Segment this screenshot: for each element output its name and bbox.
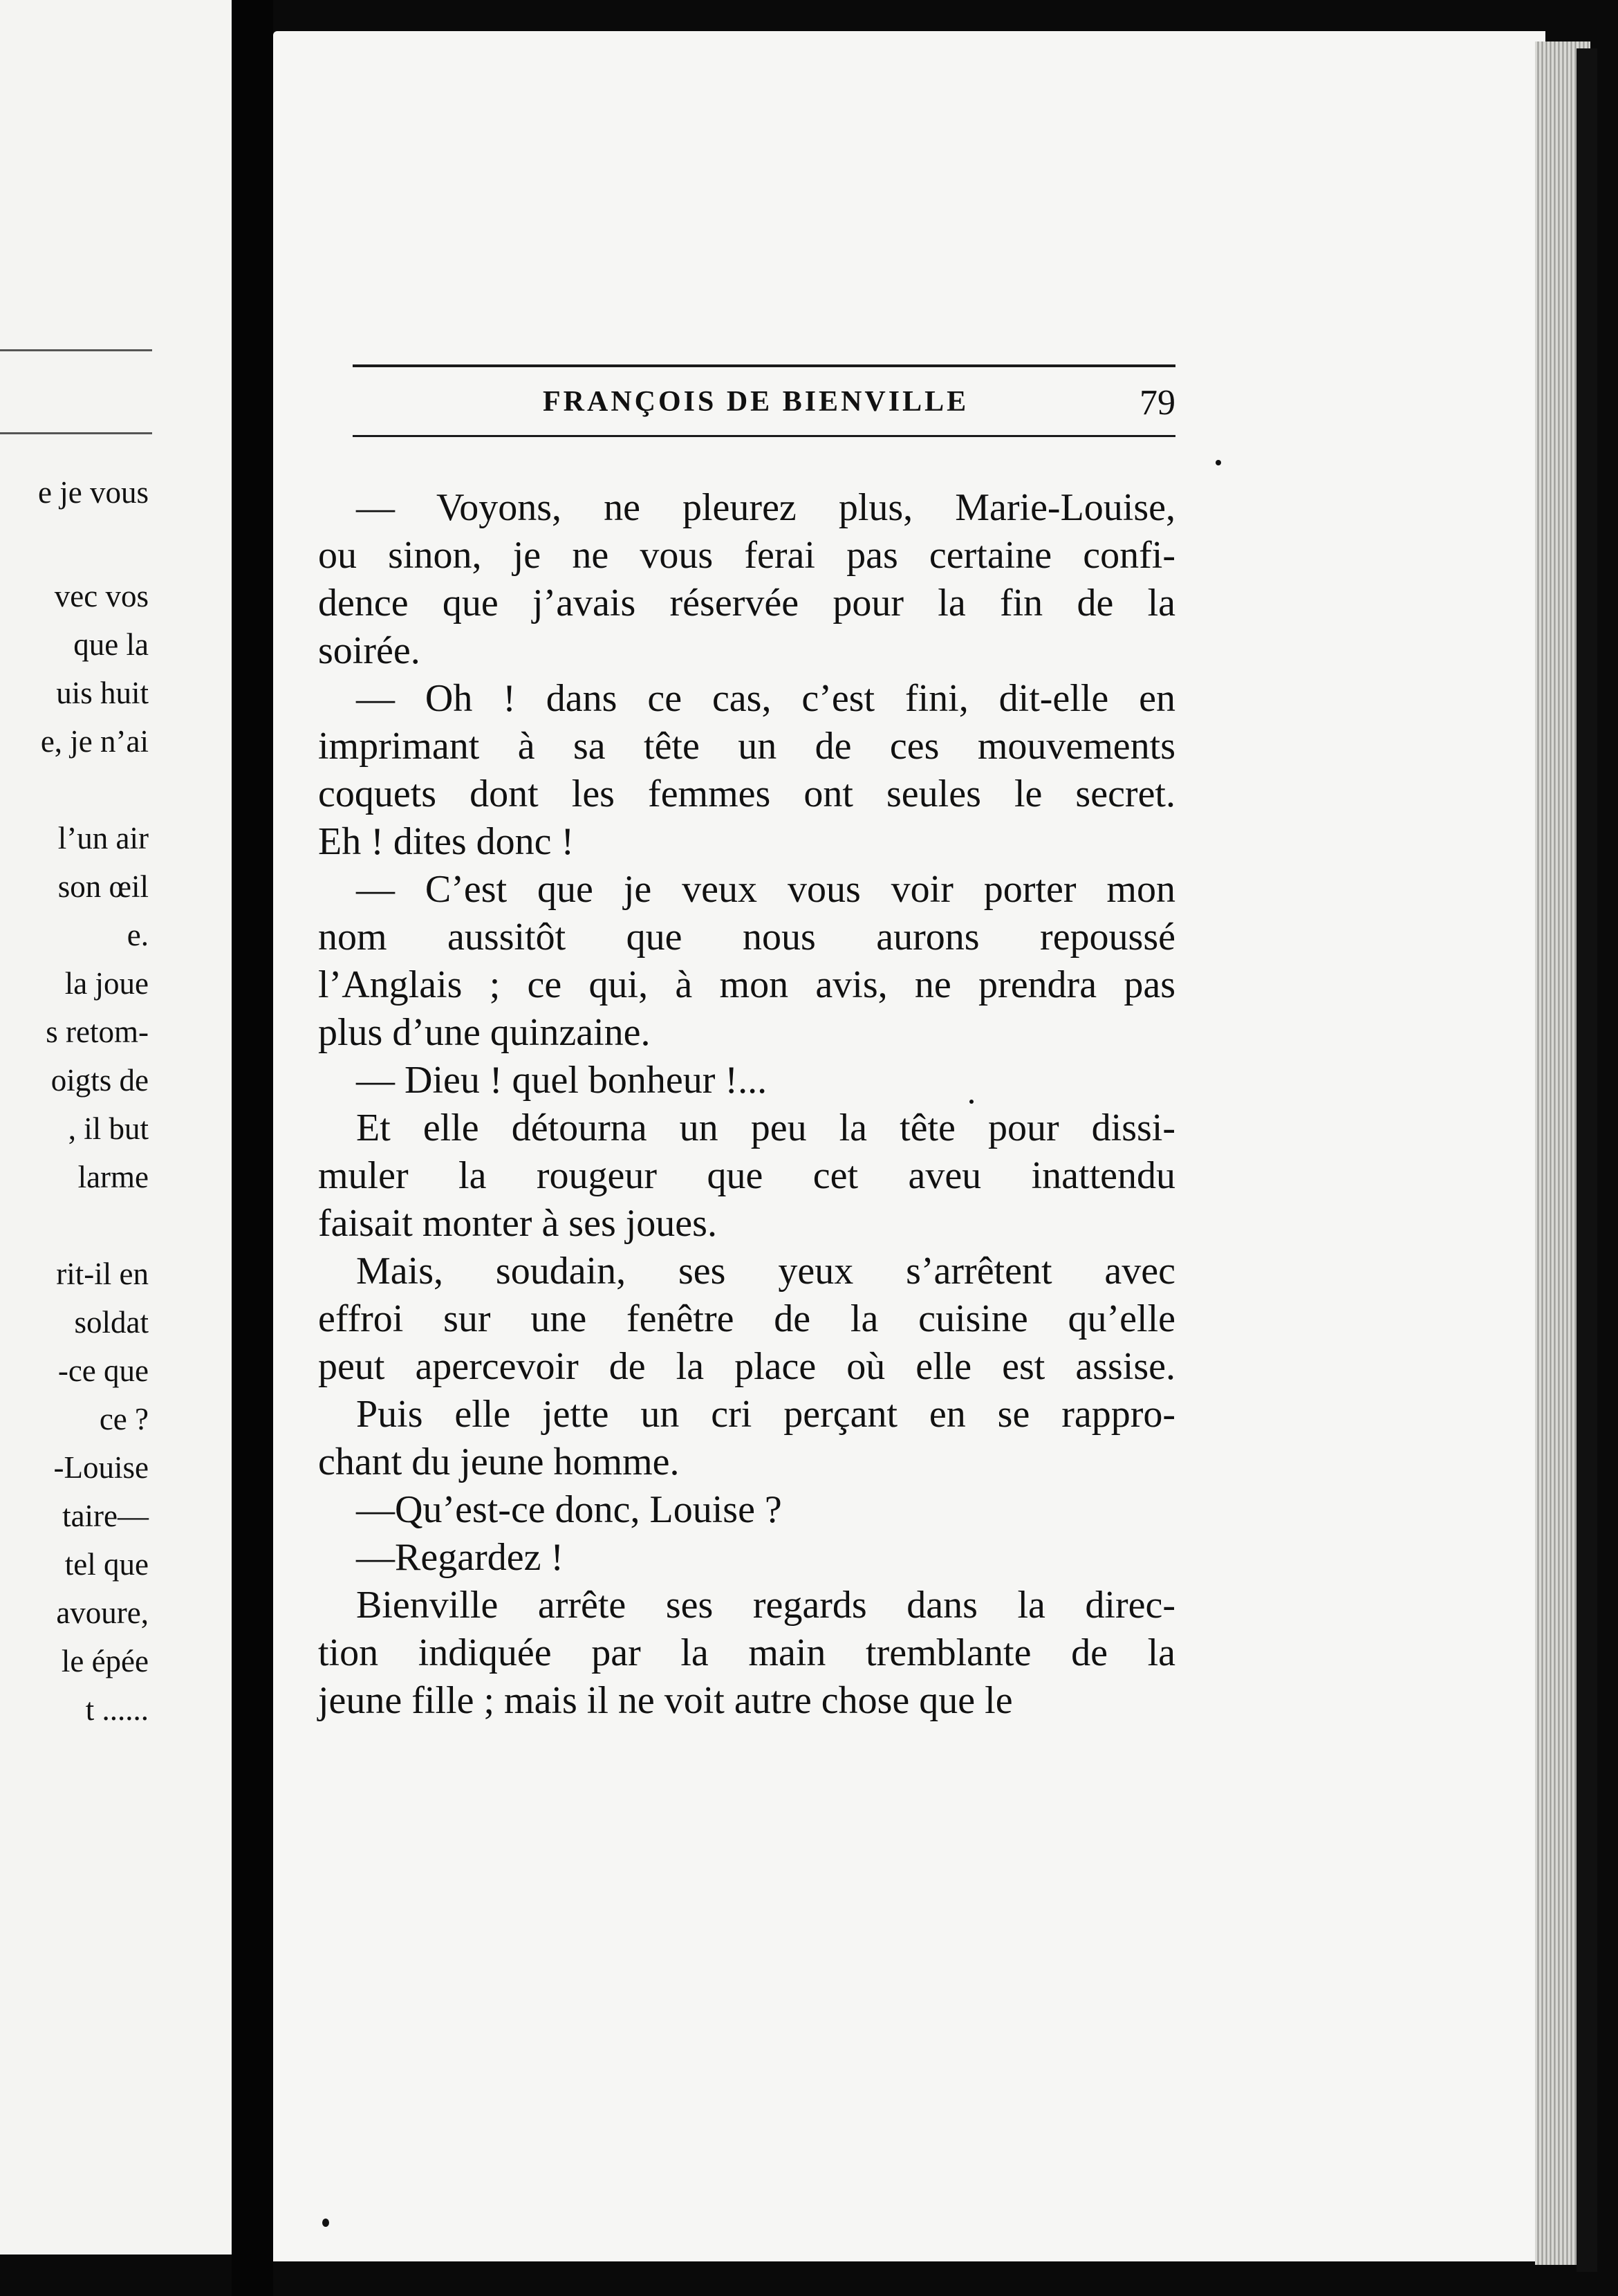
previous-page-line: vec vos [54,579,149,613]
previous-page-head-rule [0,432,152,434]
previous-page-line: e je vous [38,475,149,510]
previous-page-line: uis huit [56,676,149,710]
head-top-rule [353,364,1175,367]
previous-page-line: que la [73,627,149,662]
text-line: Bienville arrête ses regards dans la direc- [356,1584,1175,1627]
text-line: effroi sur une fenêtre de la cuisine qu’elle [318,1297,1175,1340]
text-line: Eh ! dites donc ! [318,820,575,863]
text-line: — Dieu ! quel bonheur !... [356,1059,768,1102]
running-head [353,364,1175,454]
previous-page-line: taire— [62,1499,149,1533]
body-text [318,484,1175,1725]
text-line: faisait monter à ses joues. [318,1202,717,1245]
previous-page-line: , il but [68,1111,149,1146]
ink-speck [969,1100,974,1104]
previous-page-line: la joue [64,966,149,1001]
text-line: tion indiquée par la main tremblante de la [318,1631,1175,1674]
text-line: —Regardez ! [356,1536,564,1579]
text-line: jeune fille ; mais il ne voit autre chose que le [318,1679,1013,1722]
page-number: 79 [1140,383,1175,423]
ink-speck [1216,460,1221,465]
previous-page-line: ce ? [99,1402,149,1436]
running-head-title: FRANÇOIS DE BIENVILLE [543,386,969,418]
text-line: plus d’une quinzaine. [318,1011,651,1054]
previous-page-line: soldat [74,1305,149,1340]
head-bottom-rule [353,435,1175,437]
text-line: coquets dont les femmes ont seules le secret. [318,772,1175,815]
previous-page-line: t ...... [85,1692,149,1727]
text-line: nom aussitôt que nous aurons repoussé [318,916,1175,959]
previous-page-line: avoure, [56,1595,149,1630]
previous-page-line: le épée [61,1644,149,1678]
previous-page-line: e, je n’ai [40,724,149,759]
book-cover-edge [1577,48,1597,2272]
text-line: —Qu’est-ce donc, Louise ? [356,1488,782,1531]
ink-speck [322,2219,329,2227]
previous-page-line: l’un air [57,821,149,855]
text-line: peut apercevoir de la place où elle est assise. [318,1345,1175,1388]
previous-page-line: s retom- [46,1015,149,1049]
text-line: — C’est que je veux vous voir porter mon [356,868,1175,911]
previous-page-line: rit-il en [56,1257,149,1291]
text-line: imprimant à sa tête un de ces mouvements [318,725,1175,768]
text-line: — Oh ! dans ce cas, c’est fini, dit-elle en [356,677,1175,720]
text-line: dence que j’avais réservée pour la fin de la [318,582,1175,624]
text-line: Puis elle jette un cri perçant en se rappro- [356,1393,1175,1436]
book-gutter [232,0,273,2296]
previous-page-line: -ce que [57,1353,149,1388]
text-line: Mais, soudain, ses yeux s’arrêtent avec [356,1250,1175,1293]
previous-page-line: tel que [64,1547,149,1582]
previous-page-line: -Louise [53,1450,149,1485]
previous-page-line: larme [77,1160,149,1194]
previous-page-line: son œil [57,869,149,904]
previous-page-line: e. [127,918,149,952]
text-line: l’Anglais ; ce qui, à mon avis, ne prendra pas [318,963,1175,1006]
previous-page-fragment [0,0,236,2255]
text-line: soirée. [318,629,420,672]
text-line: chant du jeune homme. [318,1441,680,1483]
previous-page-line: oigts de [50,1063,149,1098]
text-line: — Voyons, ne pleurez plus, Marie-Louise, [356,486,1175,529]
text-line: ou sinon, je ne vous ferai pas certaine confi- [318,534,1175,577]
text-line: Et elle détourna un peu la tête pour dissi- [356,1107,1175,1149]
text-line: muler la rougeur que cet aveu inattendu [318,1154,1175,1197]
previous-page-top-rule [0,349,152,351]
